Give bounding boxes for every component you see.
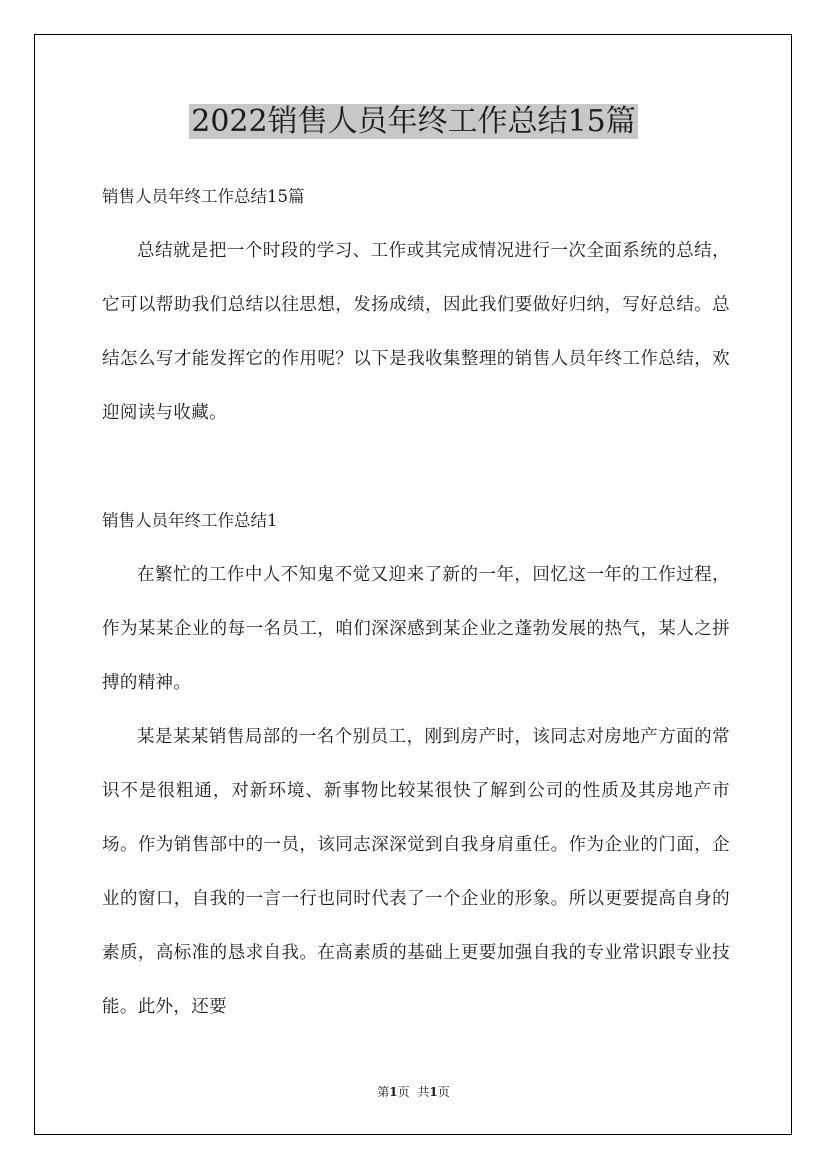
footer-total-prefix: 共 — [417, 1085, 430, 1099]
footer-page-prefix: 第 — [377, 1085, 390, 1099]
document-title-text: 2022销售人员年终工作总结15篇 — [191, 104, 636, 139]
document-title — [0, 100, 827, 144]
section-heading: 销售人员年终工作总结1 — [102, 511, 278, 530]
document-body — [102, 170, 730, 1034]
intro-paragraph: 总结就是把一个时段的学习、工作或其完成情况进行一次全面系统的总结，它可以帮助我们总结以往思想，发扬成绩，因此我们要做好归纳，写好总结。总结怎么写才能发挥它的作用呢？以下是我收集整理的销售人员年终工作总结，欢迎阅读与收藏。 — [102, 241, 730, 423]
document-subtitle: 销售人员年终工作总结15篇 — [102, 187, 305, 206]
footer-page-number: 1 — [389, 1085, 398, 1099]
footer-page-suffix: 页 — [397, 1085, 410, 1099]
footer-total-suffix: 页 — [437, 1085, 450, 1099]
section-paragraph-1: 在繁忙的工作中人不知鬼不觉又迎来了新的一年，回忆这一年的工作过程，作为某某企业的每一名员工，咱们深深感到某企业之蓬勃发展的热气，某人之拼搏的精神。 — [102, 565, 730, 693]
footer-total-number: 1 — [429, 1085, 438, 1099]
page-footer — [0, 1084, 827, 1100]
section-paragraph-2: 某是某某销售局部的一名个别员工，刚到房产时，该同志对房地产方面的常识不是很粗通，对新环境、新事物比较某很快了解到公司的性质及其房地产市场。作为销售部中的一员，该同志深深觉到自我身肩重任。作为企业的门面，企业的窗口，自我的一言一行也同时代表了一个企业的形象。所以更要提高自身的素质，高标准的恳求自我。在高素质的基础上更要加强自我的专业常识跟专业技能。此外，还要 — [102, 727, 730, 1017]
paragraph-gap — [102, 440, 730, 494]
